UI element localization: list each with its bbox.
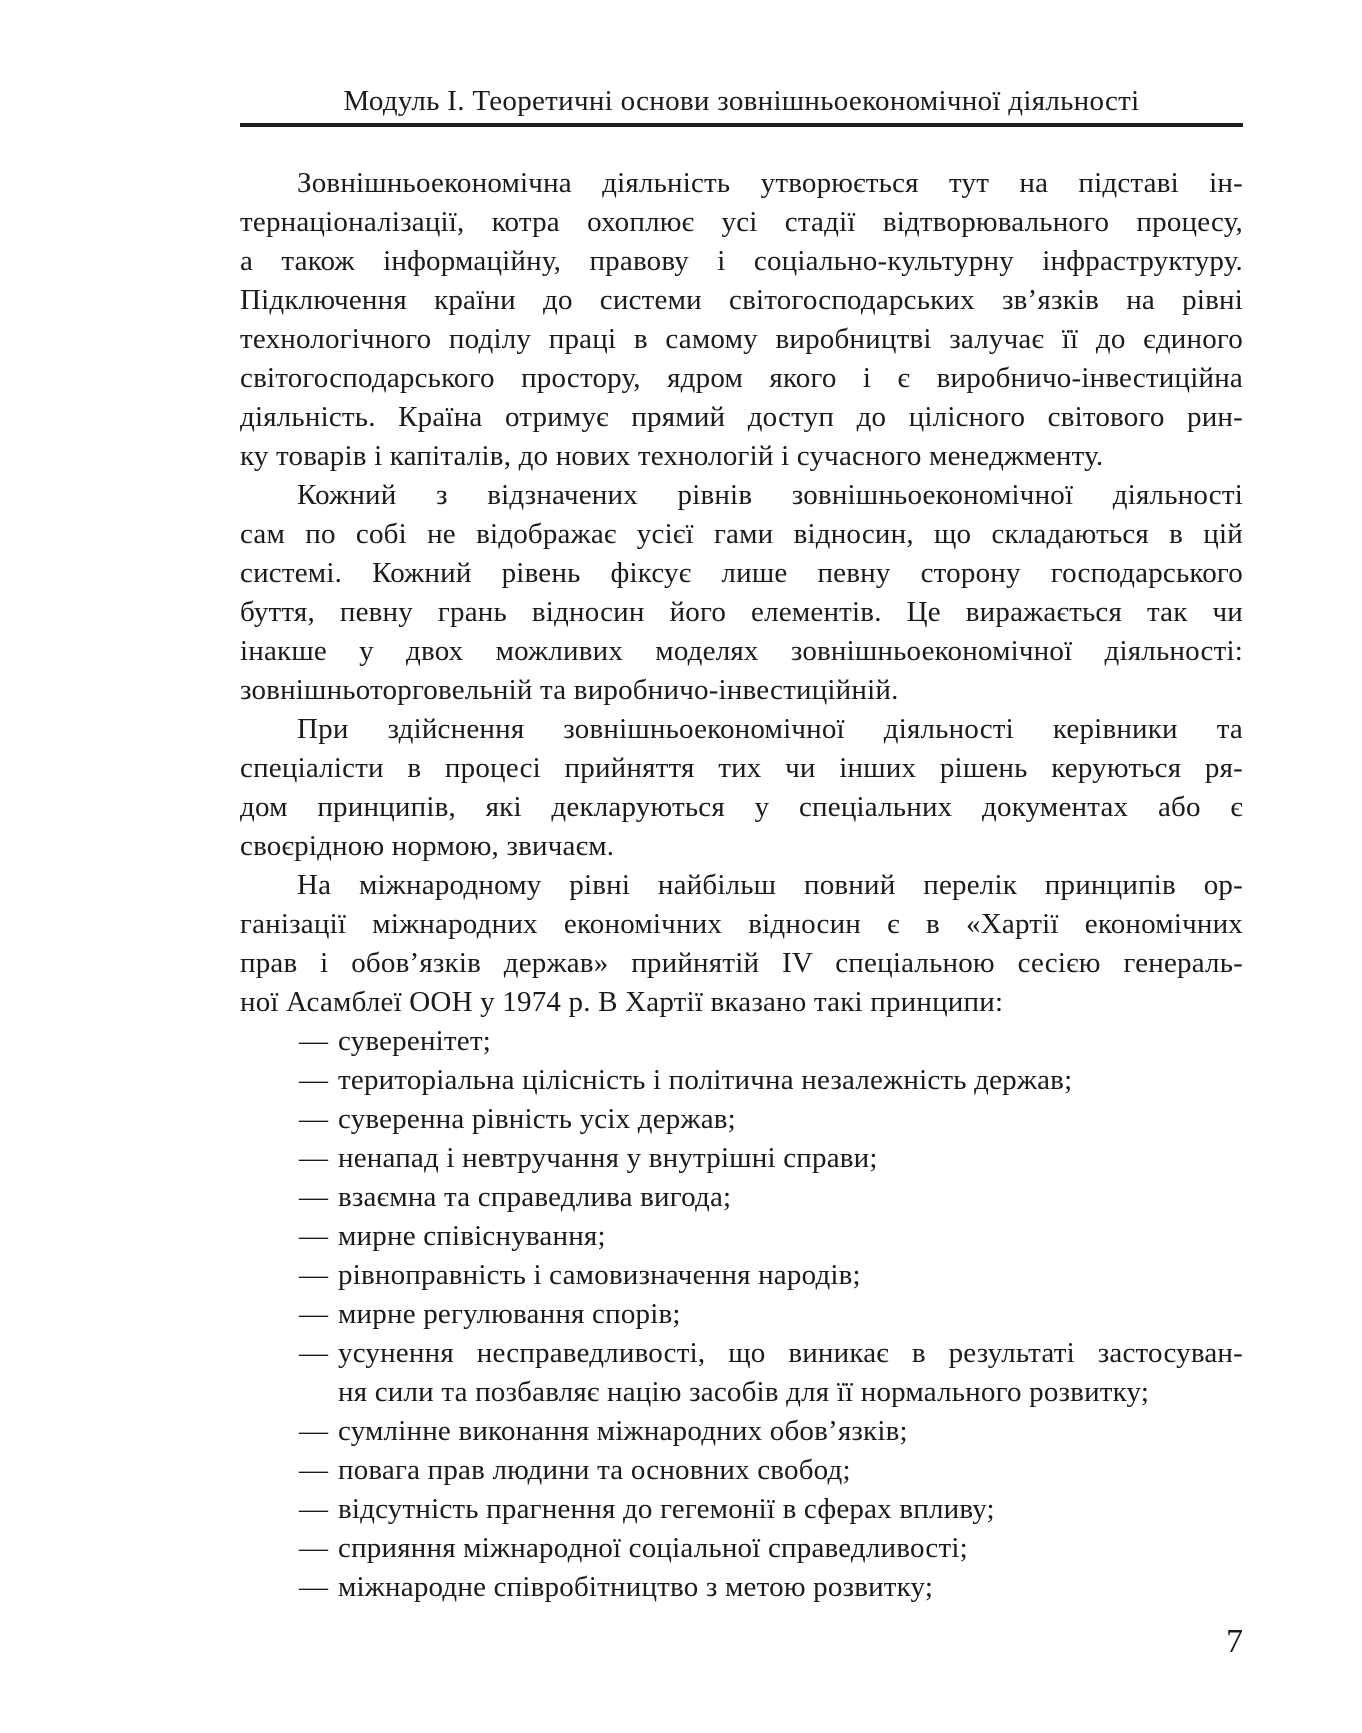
list-item-text (338, 1061, 1243, 1100)
page-number: 7 (1226, 1623, 1243, 1660)
list-item-dash: — (299, 1337, 329, 1369)
list-item (240, 1100, 1243, 1139)
list-item (240, 1451, 1243, 1490)
list-item-line: суверенна рівність усіх держав; (338, 1103, 736, 1135)
paragraph-line: спеціалісти в процесі прийняття тих чи інших рішень керуються ря- (240, 752, 1243, 784)
list-item (240, 1529, 1243, 1568)
list-item-line: ня сили та позбавляє націю засобів для її нормального розвитку; (338, 1376, 1150, 1408)
list-item-dash: — (299, 1532, 329, 1564)
paragraph-line: Кожний з відзначених рівнів зовнішньоекономічної діяльності (297, 479, 1243, 511)
list-item (240, 1334, 1243, 1412)
list-item-dash: — (299, 1142, 329, 1174)
paragraph-line: прав і обов’язків держав» прийнятій IV спеціальною сесією генераль- (240, 947, 1243, 979)
paragraph-line: інакше у двох можливих моделях зовнішньоекономічної діяльності: (240, 635, 1243, 667)
list-item-line: усунення несправедливості, що виникає в результаті застосуван- (338, 1337, 1243, 1369)
principles-list (240, 1022, 1243, 1607)
list-item-line: повага прав людини та основних свобод; (338, 1454, 851, 1486)
list-item-dash: — (299, 1103, 329, 1135)
list-item-line: мирне регулювання спорів; (338, 1298, 681, 1330)
paragraph-line: ку товарів і капіталів, до нових технологій і сучасного менеджменту. (240, 440, 1104, 472)
list-item-dash: — (299, 1220, 329, 1252)
list-item-dash: — (299, 1298, 329, 1330)
list-item-dash: — (299, 1064, 329, 1096)
list-item-text (338, 1529, 1243, 1568)
paragraph-line: На міжнародному рівні найбільш повний перелік принципів ор- (297, 869, 1243, 901)
list-item-dash: — (299, 1415, 329, 1447)
paragraph-line: ганізації міжнародних економічних відносин є в «Хартії економічних (240, 908, 1243, 940)
list-item-dash: — (299, 1181, 329, 1213)
list-item (240, 1061, 1243, 1100)
list-item-text (338, 1295, 1243, 1334)
list-item-line: сприяння міжнародної соціальної справедливості; (338, 1532, 968, 1564)
paragraph-line: тернаціоналізації, котра охоплює усі стадії відтворювального процесу, (240, 206, 1243, 238)
paragraph (240, 710, 1243, 866)
paragraph-line: ної Асамблеї ООН у 1974 р. В Хартії вказано такі принципи: (240, 986, 1004, 1018)
list-item (240, 1256, 1243, 1295)
list-item-text (338, 1256, 1243, 1295)
list-item-line: рівноправність і самовизначення народів; (338, 1259, 861, 1291)
paragraph-line: зовнішньоторговельній та виробничо-інвестиційній. (240, 674, 899, 706)
list-item-dash: — (299, 1571, 329, 1603)
list-item-text (338, 1217, 1243, 1256)
list-item-text (338, 1334, 1243, 1412)
paragraph-line: Підключення країни до системи світогосподарських зв’язків на рівні (240, 284, 1243, 316)
list-item-dash: — (299, 1454, 329, 1486)
list-item-text (338, 1412, 1243, 1451)
list-item-text (338, 1022, 1243, 1061)
list-item-line: міжнародне співробітництво з метою розвитку; (338, 1571, 934, 1603)
list-item (240, 1490, 1243, 1529)
body-text (240, 164, 1243, 1607)
paragraph (240, 164, 1243, 476)
list-item (240, 1178, 1243, 1217)
list-item-line: відсутність прагнення до гегемонії в сферах впливу; (338, 1493, 995, 1525)
list-item (240, 1568, 1243, 1607)
running-head: Модуль І. Теоретичні основи зовнішньоекономічної діяльності (343, 85, 1140, 117)
list-item (240, 1412, 1243, 1451)
list-item (240, 1022, 1243, 1061)
list-item-dash: — (299, 1493, 329, 1525)
paragraph (240, 476, 1243, 710)
list-item (240, 1217, 1243, 1256)
list-item (240, 1295, 1243, 1334)
paragraph-line: світогосподарського простору, ядром якого і є виробничо-інвестиційна (240, 362, 1243, 394)
paragraph-line: Зовнішньоекономічна діяльність утворюється тут на підставі ін- (297, 167, 1243, 199)
paragraph-line: дом принципів, які декларуються у спеціальних документах або є (240, 791, 1243, 823)
paragraph-line: При здійснення зовнішньоекономічної діяльності керівники та (297, 713, 1243, 745)
paragraph-line: буття, певну грань відносин його елементів. Це виражається так чи (240, 596, 1243, 628)
list-item-text (338, 1568, 1243, 1607)
paragraph-line: системі. Кожний рівень фіксує лише певну сторону господарського (240, 557, 1243, 589)
paragraph-line: технологічного поділу праці в самому виробництві залучає її до єдиного (240, 323, 1243, 355)
list-item-dash: — (299, 1259, 329, 1291)
list-item-line: ненапад і невтручання у внутрішні справи; (338, 1142, 878, 1174)
paragraph-line: а також інформаційну, правову і соціально-культурну інфраструктуру. (240, 245, 1243, 277)
list-item-text (338, 1178, 1243, 1217)
list-item-text (338, 1451, 1243, 1490)
list-item-text (338, 1139, 1243, 1178)
paragraph-line: діяльність. Країна отримує прямий доступ до цілісного світового рин- (240, 401, 1243, 433)
header-rule (240, 123, 1243, 127)
list-item-line: суверенітет; (338, 1025, 492, 1057)
paragraph (240, 866, 1243, 1022)
list-item (240, 1139, 1243, 1178)
list-item-dash: — (299, 1025, 329, 1057)
list-item-text (338, 1490, 1243, 1529)
paragraph-line: сам по собі не відображає усієї гами відносин, що складаються в цій (240, 518, 1243, 550)
paragraph-line: своєрідною нормою, звичаєм. (240, 830, 615, 862)
list-item-line: сумлінне виконання міжнародних обов’язків; (338, 1415, 908, 1447)
list-item-text (338, 1100, 1243, 1139)
list-item-line: мирне співіснування; (338, 1220, 606, 1252)
list-item-line: територіальна цілісність і політична незалежність держав; (338, 1064, 1073, 1096)
list-item-line: взаємна та справедлива вигода; (338, 1181, 732, 1213)
text-block (240, 84, 1243, 1607)
